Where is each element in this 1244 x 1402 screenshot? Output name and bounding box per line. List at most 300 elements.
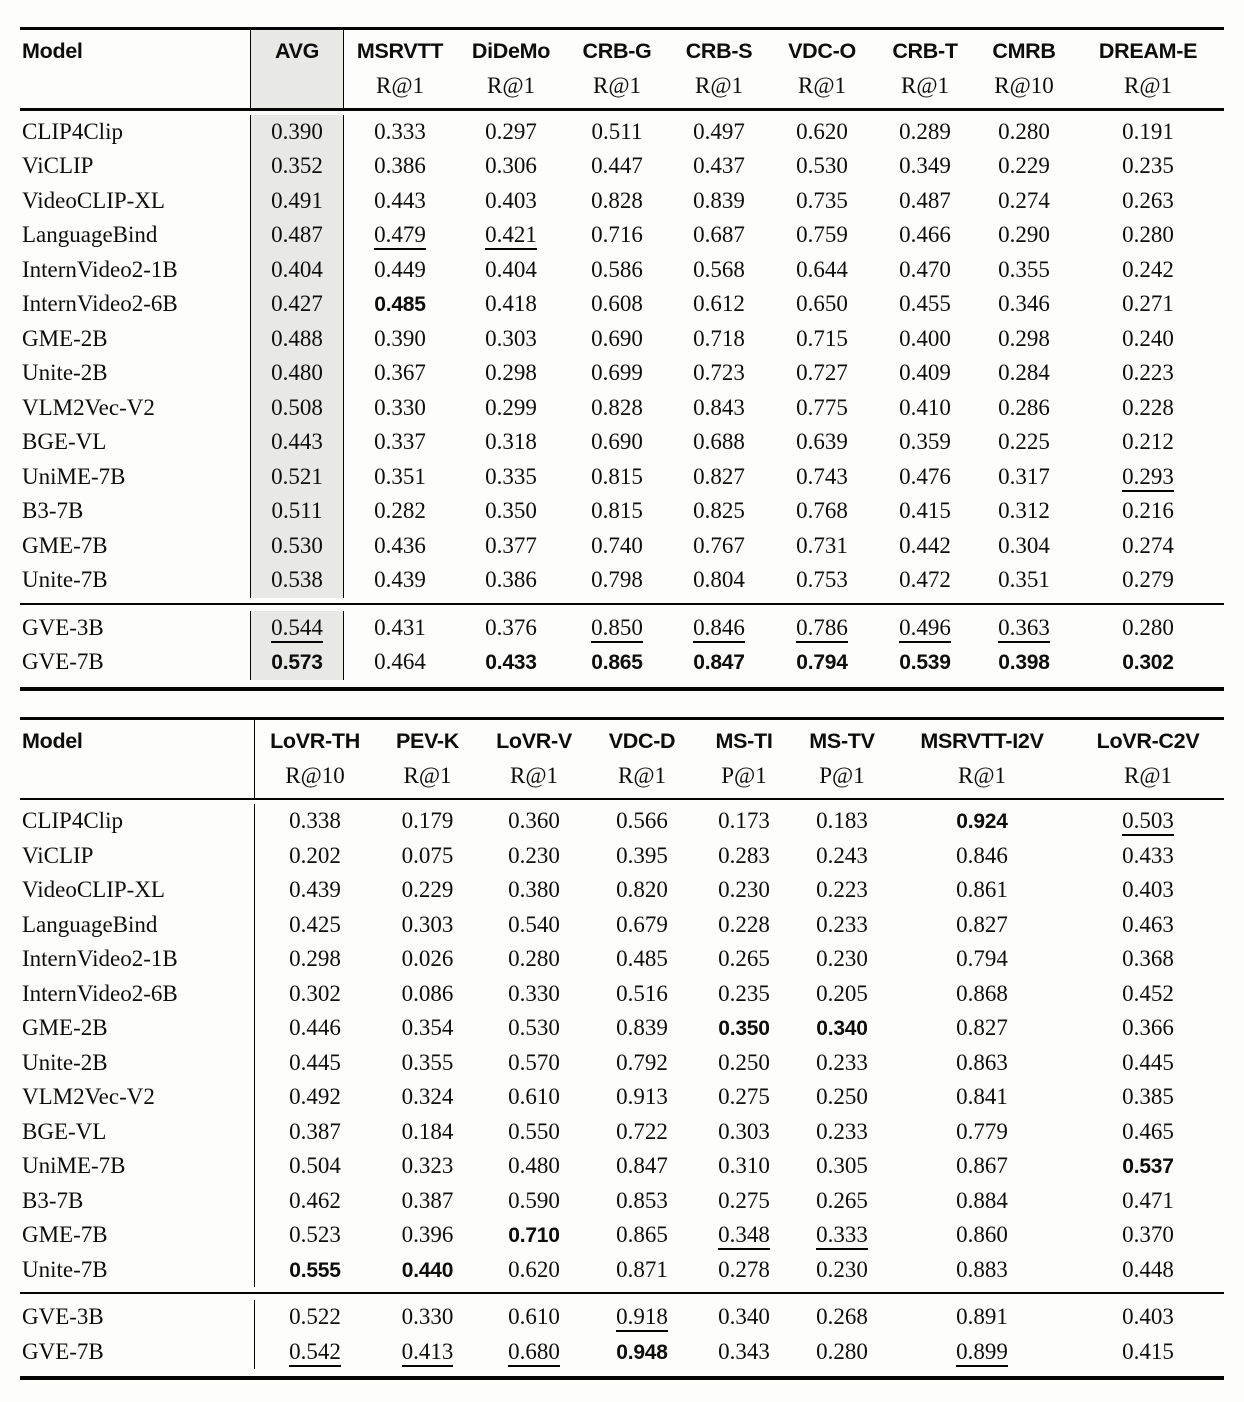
value-cell bbox=[874, 218, 976, 253]
metric-value: 0.723 bbox=[693, 360, 745, 385]
metric-value: 0.086 bbox=[401, 980, 454, 1006]
model-name: GVE-3B bbox=[20, 1300, 255, 1335]
metric-value: 0.891 bbox=[956, 1304, 1008, 1329]
value-cell bbox=[874, 529, 976, 564]
value-cell bbox=[588, 1184, 696, 1219]
metric-value: 0.449 bbox=[374, 256, 426, 282]
column-metric-label: R@1 bbox=[486, 73, 536, 98]
metric-value: 0.216 bbox=[1122, 498, 1174, 523]
metric-value: 0.455 bbox=[899, 291, 951, 316]
metric-value: 0.433 bbox=[485, 651, 537, 674]
metric-value: 0.794 bbox=[796, 651, 848, 674]
metric-value: 0.530 bbox=[271, 532, 323, 558]
value-cell bbox=[566, 563, 668, 598]
value-cell bbox=[892, 1218, 1072, 1253]
value-cell bbox=[456, 115, 566, 150]
table-row bbox=[20, 322, 1224, 357]
value-cell bbox=[480, 1184, 588, 1219]
value-cell bbox=[792, 908, 892, 943]
metric-value: 0.286 bbox=[998, 394, 1050, 420]
value-cell bbox=[480, 908, 588, 943]
value-cell bbox=[770, 322, 874, 357]
metric-value: 0.283 bbox=[718, 842, 770, 868]
metric-value: 0.487 bbox=[271, 222, 323, 247]
metric-value: 0.338 bbox=[289, 808, 341, 833]
value-cell bbox=[892, 1080, 1072, 1115]
column-label: MSRVTT bbox=[356, 39, 444, 63]
value-cell bbox=[255, 1080, 375, 1115]
metric-value: 0.718 bbox=[693, 325, 745, 351]
model-name: B3-7B bbox=[20, 1184, 255, 1219]
column-metric-label: R@1 bbox=[617, 762, 667, 788]
metric-value: 0.230 bbox=[508, 842, 560, 868]
table-row bbox=[20, 287, 1224, 322]
metric-value: 0.608 bbox=[591, 291, 643, 316]
value-cell bbox=[874, 149, 976, 184]
value-cell bbox=[770, 184, 874, 219]
value-cell bbox=[696, 1080, 792, 1115]
metric-value: 0.913 bbox=[616, 1084, 668, 1109]
column-label: CRB-G bbox=[582, 39, 652, 63]
table-row bbox=[20, 873, 1224, 908]
value-cell bbox=[566, 460, 668, 495]
value-cell bbox=[344, 391, 456, 426]
metric-value: 0.403 bbox=[485, 187, 537, 213]
metric-value: 0.183 bbox=[816, 808, 868, 833]
value-cell bbox=[892, 804, 1072, 839]
value-cell bbox=[255, 1184, 375, 1219]
metric-value: 0.386 bbox=[485, 567, 537, 592]
metric-value: 0.786 bbox=[796, 615, 848, 643]
baseline-rows-section bbox=[20, 800, 1224, 1292]
metric-value: 0.446 bbox=[289, 1015, 341, 1040]
metric-value: 0.540 bbox=[508, 911, 560, 937]
metric-value: 0.511 bbox=[591, 118, 643, 144]
metric-value: 0.846 bbox=[693, 615, 745, 643]
metric-value: 0.753 bbox=[796, 567, 848, 592]
column-header-ms-tv bbox=[792, 720, 892, 798]
metric-value: 0.223 bbox=[816, 877, 868, 902]
metric-value: 0.508 bbox=[271, 394, 323, 420]
column-header-avg bbox=[250, 30, 344, 108]
value-cell bbox=[1072, 804, 1224, 839]
metric-value: 0.775 bbox=[796, 394, 848, 420]
metric-value: 0.839 bbox=[616, 1015, 668, 1040]
value-cell bbox=[696, 1011, 792, 1046]
metric-value: 0.948 bbox=[616, 1340, 668, 1364]
value-cell bbox=[456, 356, 566, 391]
model-name: InternVideo2-1B bbox=[22, 256, 178, 282]
value-cell bbox=[1072, 1335, 1224, 1370]
model-name: UniME-7B bbox=[20, 1149, 255, 1184]
column-label: LoVR-C2V bbox=[1096, 728, 1200, 753]
metric-value: 0.317 bbox=[998, 463, 1050, 489]
value-cell bbox=[1072, 1011, 1224, 1046]
metric-value: 0.350 bbox=[485, 498, 537, 523]
value-cell bbox=[668, 218, 770, 253]
value-cell bbox=[588, 804, 696, 839]
value-cell bbox=[344, 253, 456, 288]
value-cell bbox=[696, 1046, 792, 1081]
column-header-model bbox=[20, 30, 250, 108]
value-cell bbox=[668, 645, 770, 680]
metric-value: 0.240 bbox=[1122, 325, 1174, 351]
value-cell bbox=[250, 356, 344, 391]
value-cell bbox=[588, 873, 696, 908]
value-cell bbox=[456, 563, 566, 598]
value-cell bbox=[770, 529, 874, 564]
metric-value: 0.293 bbox=[1122, 464, 1174, 492]
value-cell bbox=[792, 1184, 892, 1219]
value-cell bbox=[696, 839, 792, 874]
value-cell bbox=[1072, 356, 1224, 391]
metric-value: 0.390 bbox=[374, 325, 426, 351]
metric-value: 0.868 bbox=[956, 980, 1008, 1006]
model-name: LanguageBind bbox=[20, 908, 255, 943]
value-cell bbox=[874, 645, 976, 680]
metric-value: 0.471 bbox=[1122, 1187, 1174, 1213]
value-cell bbox=[344, 115, 456, 150]
value-cell bbox=[456, 645, 566, 680]
value-cell bbox=[874, 611, 976, 646]
metric-value: 0.370 bbox=[1122, 1222, 1174, 1247]
value-cell bbox=[892, 942, 1072, 977]
table-row bbox=[20, 1149, 1224, 1184]
metric-value: 0.437 bbox=[693, 153, 745, 178]
column-metric-label: R@1 bbox=[694, 73, 744, 98]
value-cell bbox=[892, 839, 1072, 874]
metric-value: 0.847 bbox=[616, 1153, 668, 1178]
value-cell bbox=[1072, 839, 1224, 874]
value-cell bbox=[770, 253, 874, 288]
metric-value: 0.330 bbox=[401, 1304, 454, 1329]
model-name: CLIP4Clip bbox=[20, 804, 255, 839]
metric-value: 0.298 bbox=[289, 946, 341, 971]
value-cell bbox=[976, 611, 1072, 646]
table-row bbox=[20, 1218, 1224, 1253]
value-cell bbox=[480, 1080, 588, 1115]
value-cell bbox=[1072, 287, 1224, 322]
metric-value: 0.850 bbox=[591, 615, 643, 643]
metric-value: 0.476 bbox=[899, 463, 951, 489]
metric-value: 0.687 bbox=[693, 222, 745, 247]
value-cell bbox=[1072, 218, 1224, 253]
metric-value: 0.212 bbox=[1122, 429, 1174, 454]
value-cell bbox=[255, 873, 375, 908]
value-cell bbox=[696, 1253, 792, 1288]
model-name: VLM2Vec-V2 bbox=[22, 394, 155, 420]
metric-value: 0.310 bbox=[718, 1153, 770, 1178]
value-cell bbox=[892, 1253, 1072, 1288]
value-cell bbox=[480, 839, 588, 874]
metric-value: 0.355 bbox=[401, 1049, 454, 1075]
model-name: ViCLIP bbox=[22, 153, 94, 178]
value-cell bbox=[375, 1253, 480, 1288]
metric-value: 0.452 bbox=[1122, 980, 1174, 1006]
metric-value: 0.479 bbox=[374, 222, 426, 250]
metric-value: 0.480 bbox=[271, 360, 323, 385]
value-cell bbox=[1072, 322, 1224, 357]
value-cell bbox=[1072, 873, 1224, 908]
value-cell bbox=[456, 287, 566, 322]
metric-value: 0.418 bbox=[485, 291, 537, 316]
metric-value: 0.303 bbox=[401, 911, 454, 937]
metric-value: 0.722 bbox=[616, 1118, 668, 1144]
metric-value: 0.555 bbox=[289, 1258, 341, 1282]
metric-value: 0.465 bbox=[1122, 1118, 1174, 1144]
metric-value: 0.298 bbox=[998, 325, 1050, 351]
metric-value: 0.297 bbox=[485, 118, 537, 144]
column-header-lovr-v bbox=[480, 720, 588, 798]
metric-value: 0.688 bbox=[693, 429, 745, 454]
metric-value: 0.376 bbox=[485, 614, 537, 640]
value-cell bbox=[1072, 115, 1224, 150]
value-cell bbox=[792, 804, 892, 839]
metric-value: 0.075 bbox=[401, 842, 454, 868]
value-cell bbox=[255, 1300, 375, 1335]
value-cell bbox=[874, 425, 976, 460]
metric-value: 0.463 bbox=[1122, 911, 1174, 937]
metric-value: 0.610 bbox=[508, 1304, 560, 1329]
value-cell bbox=[792, 1046, 892, 1081]
model-name: InternVideo2-6B bbox=[20, 977, 255, 1012]
table-row bbox=[20, 529, 1224, 564]
column-metric-label: R@10 bbox=[994, 73, 1054, 98]
metric-value: 0.386 bbox=[374, 153, 426, 178]
metric-value: 0.355 bbox=[998, 256, 1050, 282]
metric-value: 0.380 bbox=[508, 877, 560, 902]
metric-value: 0.340 bbox=[816, 1017, 868, 1040]
value-cell bbox=[255, 977, 375, 1012]
metric-value: 0.415 bbox=[1122, 1338, 1174, 1364]
value-cell bbox=[250, 494, 344, 529]
value-cell bbox=[1072, 645, 1224, 680]
value-cell bbox=[456, 218, 566, 253]
metric-value: 0.884 bbox=[956, 1187, 1008, 1213]
metric-value: 0.542 bbox=[289, 1339, 341, 1367]
table-row bbox=[20, 839, 1224, 874]
value-cell bbox=[566, 425, 668, 460]
metric-value: 0.280 bbox=[508, 946, 560, 971]
value-cell bbox=[255, 804, 375, 839]
value-cell bbox=[792, 1253, 892, 1288]
model-name: GME-7B bbox=[20, 1218, 255, 1253]
metric-value: 0.690 bbox=[591, 429, 643, 454]
value-cell bbox=[255, 1218, 375, 1253]
value-cell bbox=[456, 391, 566, 426]
value-cell bbox=[668, 149, 770, 184]
value-cell bbox=[976, 149, 1072, 184]
column-header-pev-k bbox=[375, 720, 480, 798]
metric-value: 0.323 bbox=[401, 1153, 454, 1178]
value-cell bbox=[456, 494, 566, 529]
metric-value: 0.865 bbox=[616, 1222, 668, 1247]
value-cell bbox=[480, 1115, 588, 1150]
model-name: VideoCLIP-XL bbox=[20, 873, 255, 908]
metric-value: 0.280 bbox=[998, 118, 1050, 144]
table-row bbox=[20, 1253, 1224, 1288]
value-cell bbox=[344, 611, 456, 646]
model-name: VideoCLIP-XL bbox=[22, 187, 165, 213]
horizontal-rule bbox=[20, 687, 1224, 691]
value-cell bbox=[668, 184, 770, 219]
table-row bbox=[20, 1335, 1224, 1370]
value-cell bbox=[792, 942, 892, 977]
value-cell bbox=[770, 563, 874, 598]
value-cell bbox=[1072, 977, 1224, 1012]
metric-value: 0.274 bbox=[998, 187, 1050, 213]
value-cell bbox=[480, 942, 588, 977]
value-cell bbox=[874, 391, 976, 426]
value-cell bbox=[696, 873, 792, 908]
column-metric-label: R@1 bbox=[403, 762, 452, 788]
metric-value: 0.841 bbox=[956, 1084, 1008, 1109]
metric-value: 0.860 bbox=[956, 1222, 1008, 1247]
metric-value: 0.275 bbox=[718, 1084, 770, 1109]
value-cell bbox=[1072, 1080, 1224, 1115]
column-header-ms-ti bbox=[696, 720, 792, 798]
value-cell bbox=[480, 1218, 588, 1253]
metric-value: 0.413 bbox=[402, 1339, 454, 1367]
value-cell bbox=[566, 356, 668, 391]
value-cell bbox=[588, 1046, 696, 1081]
value-cell bbox=[566, 287, 668, 322]
baseline-rows-section bbox=[20, 111, 1224, 603]
metric-value: 0.825 bbox=[693, 498, 745, 523]
metric-value: 0.243 bbox=[816, 842, 868, 868]
metric-value: 0.173 bbox=[718, 808, 770, 833]
gve-rows-section bbox=[20, 605, 1224, 687]
metric-value: 0.395 bbox=[616, 842, 668, 868]
metric-value: 0.284 bbox=[998, 360, 1050, 385]
column-metric-label: P@1 bbox=[819, 762, 865, 788]
table-row bbox=[20, 1011, 1224, 1046]
column-header-model bbox=[20, 720, 255, 798]
metric-value: 0.439 bbox=[289, 877, 341, 902]
value-cell bbox=[344, 322, 456, 357]
value-cell bbox=[566, 611, 668, 646]
metric-value: 0.324 bbox=[401, 1084, 454, 1109]
metric-value: 0.318 bbox=[485, 429, 537, 454]
column-metric-label: R@1 bbox=[957, 762, 1007, 788]
value-cell bbox=[375, 1149, 480, 1184]
value-cell bbox=[892, 1300, 1072, 1335]
value-cell bbox=[1072, 253, 1224, 288]
metric-value: 0.385 bbox=[1122, 1084, 1174, 1109]
column-label: LoVR-V bbox=[496, 728, 572, 753]
benchmark-table-text-to-video bbox=[20, 27, 1224, 691]
table-row bbox=[20, 1080, 1224, 1115]
value-cell bbox=[480, 1253, 588, 1288]
metric-value: 0.710 bbox=[508, 1224, 560, 1247]
value-cell bbox=[566, 253, 668, 288]
metric-value: 0.306 bbox=[485, 153, 537, 178]
value-cell bbox=[456, 529, 566, 564]
model-name: BGE-VL bbox=[20, 1115, 255, 1150]
metric-value: 0.573 bbox=[271, 651, 323, 674]
value-cell bbox=[375, 1011, 480, 1046]
column-label: LoVR-TH bbox=[270, 728, 360, 753]
metric-value: 0.566 bbox=[616, 808, 668, 833]
metric-value: 0.279 bbox=[1122, 567, 1174, 592]
value-cell bbox=[696, 942, 792, 977]
table-row bbox=[20, 356, 1224, 391]
value-cell bbox=[892, 1335, 1072, 1370]
metric-value: 0.330 bbox=[374, 394, 426, 420]
value-cell bbox=[976, 494, 1072, 529]
value-cell bbox=[696, 1115, 792, 1150]
value-cell bbox=[976, 425, 1072, 460]
column-label: CRB-S bbox=[685, 39, 753, 63]
value-cell bbox=[770, 391, 874, 426]
value-cell bbox=[456, 253, 566, 288]
metric-value: 0.443 bbox=[374, 187, 426, 213]
metric-value: 0.427 bbox=[271, 291, 323, 316]
model-name: GVE-3B bbox=[22, 614, 104, 640]
table-row bbox=[20, 645, 1224, 680]
table-row bbox=[20, 1300, 1224, 1335]
value-cell bbox=[792, 977, 892, 1012]
value-cell bbox=[255, 1011, 375, 1046]
metric-value: 0.278 bbox=[718, 1256, 770, 1282]
value-cell bbox=[892, 1149, 1072, 1184]
value-cell bbox=[480, 977, 588, 1012]
value-cell bbox=[344, 149, 456, 184]
metric-value: 0.271 bbox=[1122, 291, 1174, 316]
metric-value: 0.282 bbox=[374, 498, 426, 523]
metric-value: 0.184 bbox=[401, 1118, 454, 1144]
metric-value: 0.539 bbox=[899, 651, 951, 674]
metric-value: 0.409 bbox=[899, 360, 951, 385]
value-cell bbox=[255, 908, 375, 943]
value-cell bbox=[874, 322, 976, 357]
value-cell bbox=[344, 563, 456, 598]
value-cell bbox=[456, 611, 566, 646]
value-cell bbox=[250, 115, 344, 150]
value-cell bbox=[588, 1080, 696, 1115]
metric-value: 0.511 bbox=[271, 498, 323, 523]
metric-value: 0.303 bbox=[718, 1118, 770, 1144]
metric-value: 0.280 bbox=[1122, 222, 1174, 247]
value-cell bbox=[668, 391, 770, 426]
value-cell bbox=[456, 322, 566, 357]
value-cell bbox=[976, 287, 1072, 322]
value-cell bbox=[375, 942, 480, 977]
metric-value: 0.298 bbox=[485, 360, 537, 385]
metric-value: 0.179 bbox=[401, 808, 454, 833]
value-cell bbox=[250, 218, 344, 253]
metric-value: 0.359 bbox=[899, 429, 951, 454]
value-cell bbox=[588, 1335, 696, 1370]
value-cell bbox=[588, 1253, 696, 1288]
value-cell bbox=[344, 645, 456, 680]
metric-value: 0.847 bbox=[693, 651, 745, 674]
metric-value: 0.431 bbox=[374, 614, 426, 640]
column-label: CMRB bbox=[992, 39, 1056, 63]
value-cell bbox=[792, 1218, 892, 1253]
metric-value: 0.924 bbox=[956, 810, 1008, 833]
value-cell bbox=[976, 460, 1072, 495]
value-cell bbox=[1072, 908, 1224, 943]
value-cell bbox=[250, 149, 344, 184]
value-cell bbox=[1072, 1184, 1224, 1219]
metric-value: 0.586 bbox=[591, 256, 643, 282]
metric-value: 0.568 bbox=[693, 256, 745, 282]
column-header-crb-s bbox=[668, 30, 770, 108]
metric-value: 0.302 bbox=[1122, 651, 1174, 674]
column-label: MS-TI bbox=[715, 728, 773, 753]
value-cell bbox=[566, 494, 668, 529]
